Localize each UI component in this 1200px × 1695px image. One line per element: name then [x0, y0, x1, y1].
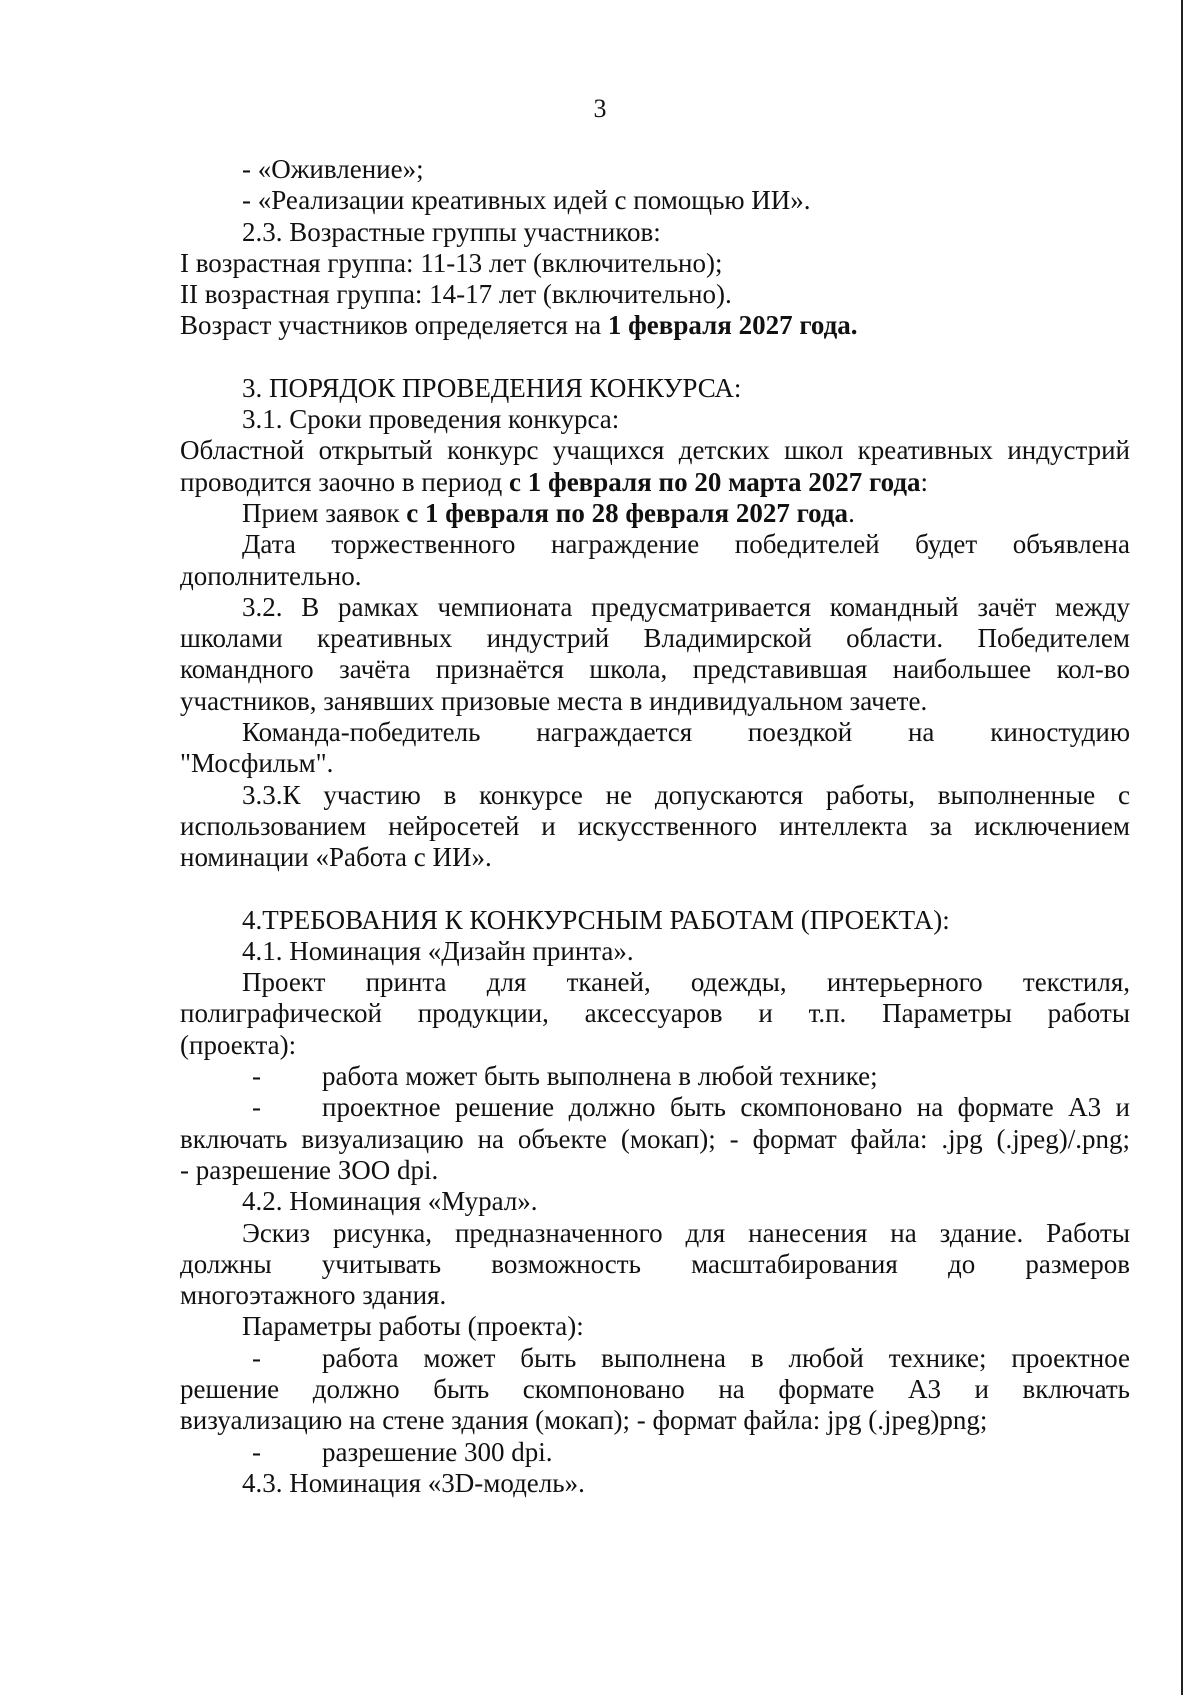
age-determination-text: Возраст участников определяется на	[180, 310, 608, 341]
mural-format-line2: визуализацию на стене здания (мокап); - формат файла: jpg (.jpeg)png;	[180, 1405, 988, 1436]
mural-format-line1: решение должно быть скомпоновано на формате А3 и включать	[180, 1373, 1130, 1404]
list-item-text: работа может быть выполнена в любой технике; проектное	[322, 1342, 1130, 1373]
page-number: 3	[593, 94, 607, 123]
list-item-ai-ideas: - «Реализации креативных идей с помощью ИИ».	[242, 185, 811, 216]
applications-period	[180, 498, 1130, 529]
section-2-3-title: 2.3. Возрастные группы участников:	[242, 216, 661, 247]
list-item-text: разрешение 300 dpi.	[322, 1436, 553, 1467]
paragraph-contest-line2	[180, 467, 1130, 498]
list-item-text: проектное решение должно быть скомпоновано на формате А3 и	[322, 1092, 1130, 1123]
mural-line3: многоэтажного здания.	[180, 1280, 447, 1311]
print-mockup-line: включать визуализацию на объекте (мокап); - формат файла: .jpg (.jpeg)/.png;	[180, 1123, 1130, 1154]
page-edge-line	[1181, 0, 1183, 1695]
list-item-revival: - «Оживление»;	[242, 154, 424, 184]
mural-params-title: Параметры работы (проекта):	[242, 1311, 584, 1342]
section-3-2-line2: школами креативных индустрий Владимирской области. Победителем	[180, 623, 1130, 654]
section-3-heading: 3. ПОРЯДОК ПРОВЕДЕНИЯ КОНКУРСА:	[242, 372, 742, 403]
section-4-1-title: 4.1. Номинация «Дизайн принта».	[242, 935, 634, 966]
section-3-2-line1: 3.2. В рамках чемпионата предусматривается командный зачёт между	[242, 591, 1130, 622]
applications-dates: с 1 февраля по 28 февраля 2027 года	[406, 497, 849, 528]
paragraph-contest-line1: Областной открытый конкурс учащихся детских школ креативных индустрий	[180, 435, 1130, 466]
document-body	[180, 154, 1130, 1499]
section-3-1-title: 3.1. Сроки проведения конкурса:	[242, 404, 620, 435]
list-item-a3-format	[180, 1092, 1130, 1123]
applications-dot: .	[848, 497, 855, 528]
section-4-heading: 4.ТРЕБОВАНИЯ К КОНКУРСНЫМ РАБОТАМ (ПРОЕКТА):	[242, 904, 950, 935]
section-3-2-line4: участников, занявших призовые места в индивидуальном зачете.	[180, 685, 928, 716]
list-item-mural-resolution	[180, 1437, 1130, 1468]
list-item-any-technique	[180, 1061, 1130, 1092]
print-design-line1: Проект принта для тканей, одежды, интерьерного текстиля,	[242, 967, 1130, 998]
contest-period-colon: :	[920, 466, 929, 497]
list-item-text: работа может быть выполнена в любой технике;	[322, 1061, 878, 1092]
print-design-line3: (проекта):	[180, 1029, 297, 1060]
section-3-3-line3: номинации «Работа с ИИ».	[180, 842, 492, 873]
applications-text: Прием заявок	[242, 497, 407, 528]
dash-marker: -	[252, 1061, 261, 1092]
dash-marker: -	[252, 1092, 261, 1123]
award-date-line2: дополнительно.	[180, 560, 362, 591]
contest-period-text: проводится заочно в период	[180, 466, 510, 497]
age-group-2: II возрастная группа: 14-17 лет (включительно).	[180, 279, 732, 310]
age-determination-date: 1 февраля 2027 года.	[607, 310, 858, 341]
age-determination	[180, 310, 1130, 341]
section-3-3-line2: использованием нейросетей и искусственного интеллекта за исключением	[180, 810, 1130, 841]
list-item-mural-technique	[180, 1343, 1130, 1374]
contest-period-dates: с 1 февраля по 20 марта 2027 года	[509, 466, 921, 497]
winner-team-line1: Команда-победитель награждается поездкой на киностудию	[242, 717, 1130, 748]
section-3-3-line1: 3.3.К участию в конкурсе не допускаются работы, выполненные с	[242, 779, 1130, 810]
section-3-2-line3: командного зачёта признаётся школа, представившая наибольшее кол-во	[180, 654, 1130, 685]
mural-line2: должны учитывать возможность масштабирования до размеров	[180, 1248, 1130, 1279]
section-4-3-title: 4.3. Номинация «3D-модель».	[242, 1467, 585, 1498]
print-resolution-line: - разрешение ЗОО dpi.	[180, 1154, 439, 1185]
section-4-2-title: 4.2. Номинация «Мурал».	[242, 1186, 538, 1217]
mural-line1: Эскиз рисунка, предназначенного для нанесения на здание. Работы	[242, 1217, 1130, 1248]
age-group-1: I возрастная группа: 11-13 лет (включительно);	[180, 247, 723, 278]
winner-team-line2: "Мосфильм".	[180, 748, 334, 779]
dash-marker: -	[252, 1342, 261, 1373]
award-date-line1: Дата торжественного награждение победителей будет объявлена	[242, 529, 1130, 560]
dash-marker: -	[252, 1436, 261, 1467]
print-design-line2: полиграфической продукции, аксессуаров и т.п. Параметры работы	[180, 998, 1130, 1029]
